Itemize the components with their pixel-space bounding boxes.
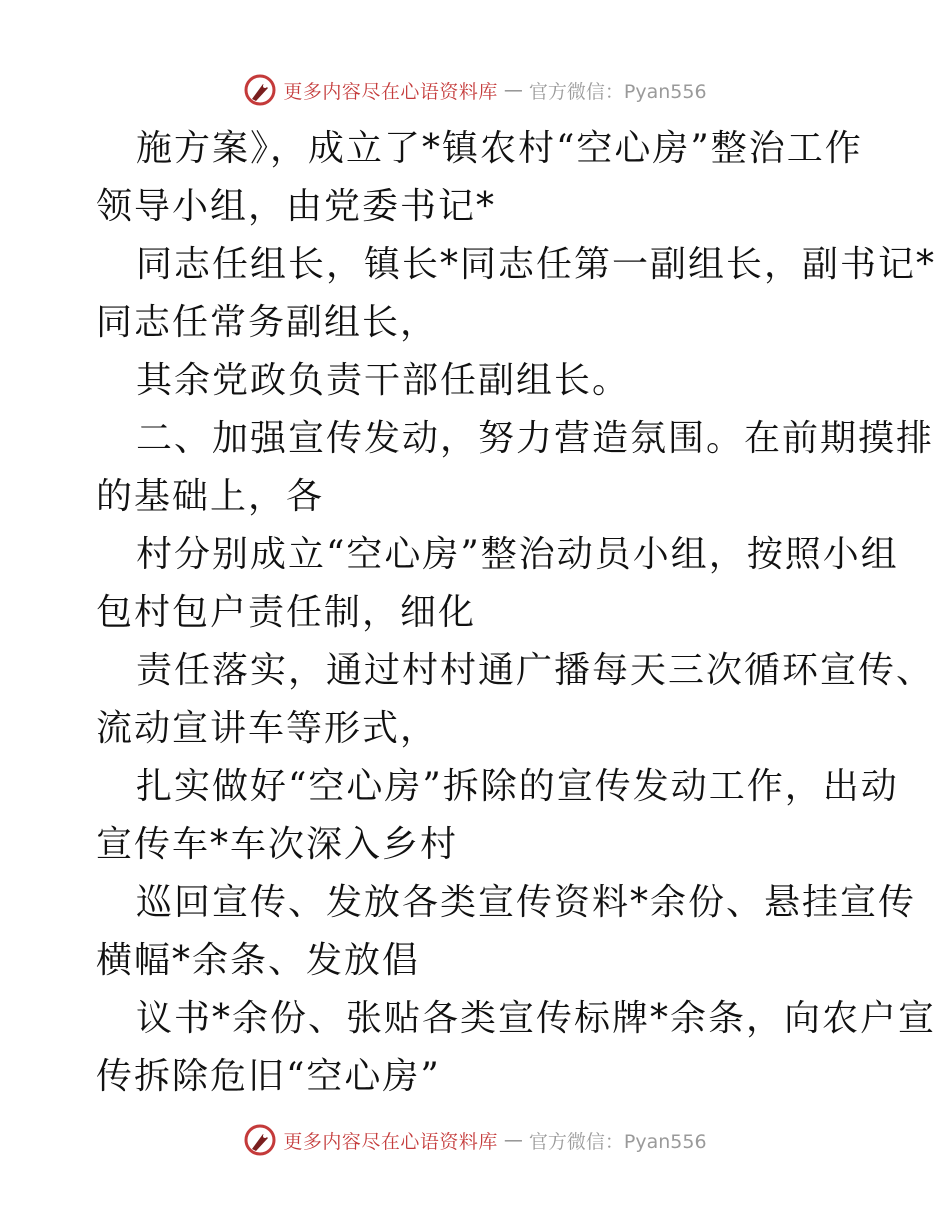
body-line: 包村包户责任制，细化: [96, 592, 477, 633]
body-line: 的基础上，各: [96, 476, 325, 517]
header-ad-text: 更多内容尽在心语资料库: [283, 80, 498, 103]
body-line: 同志任常务副组长，: [96, 302, 439, 343]
footer-banner: [0, 1120, 950, 1160]
body-line: 领导小组，由党委书记*: [96, 186, 497, 227]
body-line: 施方案》，成立了*镇农村“空心房”整治工作: [136, 128, 863, 169]
body-line: 传拆除危旧“空心房”: [96, 1056, 441, 1097]
body-line: 议书*余份、张贴各类宣传标牌*余条，向农户宣: [136, 998, 937, 1039]
body-line: 责任落实，通过村村通广播每天三次循环宣传、: [136, 650, 935, 691]
body-line: 横幅*余条、发放倡: [96, 940, 421, 981]
document-body: [96, 120, 937, 1106]
header-separator: —: [503, 79, 523, 101]
body-line: 村分别成立“空心房”整治动员小组，按照小组: [136, 534, 899, 575]
header-contact: 官方微信：Pyan556: [528, 80, 707, 103]
footer-separator: —: [503, 1129, 523, 1151]
body-line: 同志任组长，镇长*同志任第一副组长，副书记*: [136, 244, 937, 285]
body-line: 扎实做好“空心房”拆除的宣传发动工作，出动: [136, 766, 899, 807]
body-line: 其余党政负责干部任副组长。: [136, 360, 631, 401]
body-line: 二、加强宣传发动，努力营造氛围。在前期摸排: [136, 418, 935, 459]
header-banner: [0, 70, 950, 110]
footer-contact: 官方微信：Pyan556: [528, 1130, 707, 1153]
footer-ad-text: 更多内容尽在心语资料库: [283, 1130, 498, 1153]
pen-nib-circle-icon: [243, 73, 277, 107]
body-line: 流动宣讲车等形式，: [96, 708, 439, 749]
body-line: 巡回宣传、发放各类宣传资料*余份、悬挂宣传: [136, 882, 917, 923]
body-line: 宣传车*车次深入乡村: [96, 824, 459, 865]
pen-nib-circle-icon: [243, 1123, 277, 1157]
